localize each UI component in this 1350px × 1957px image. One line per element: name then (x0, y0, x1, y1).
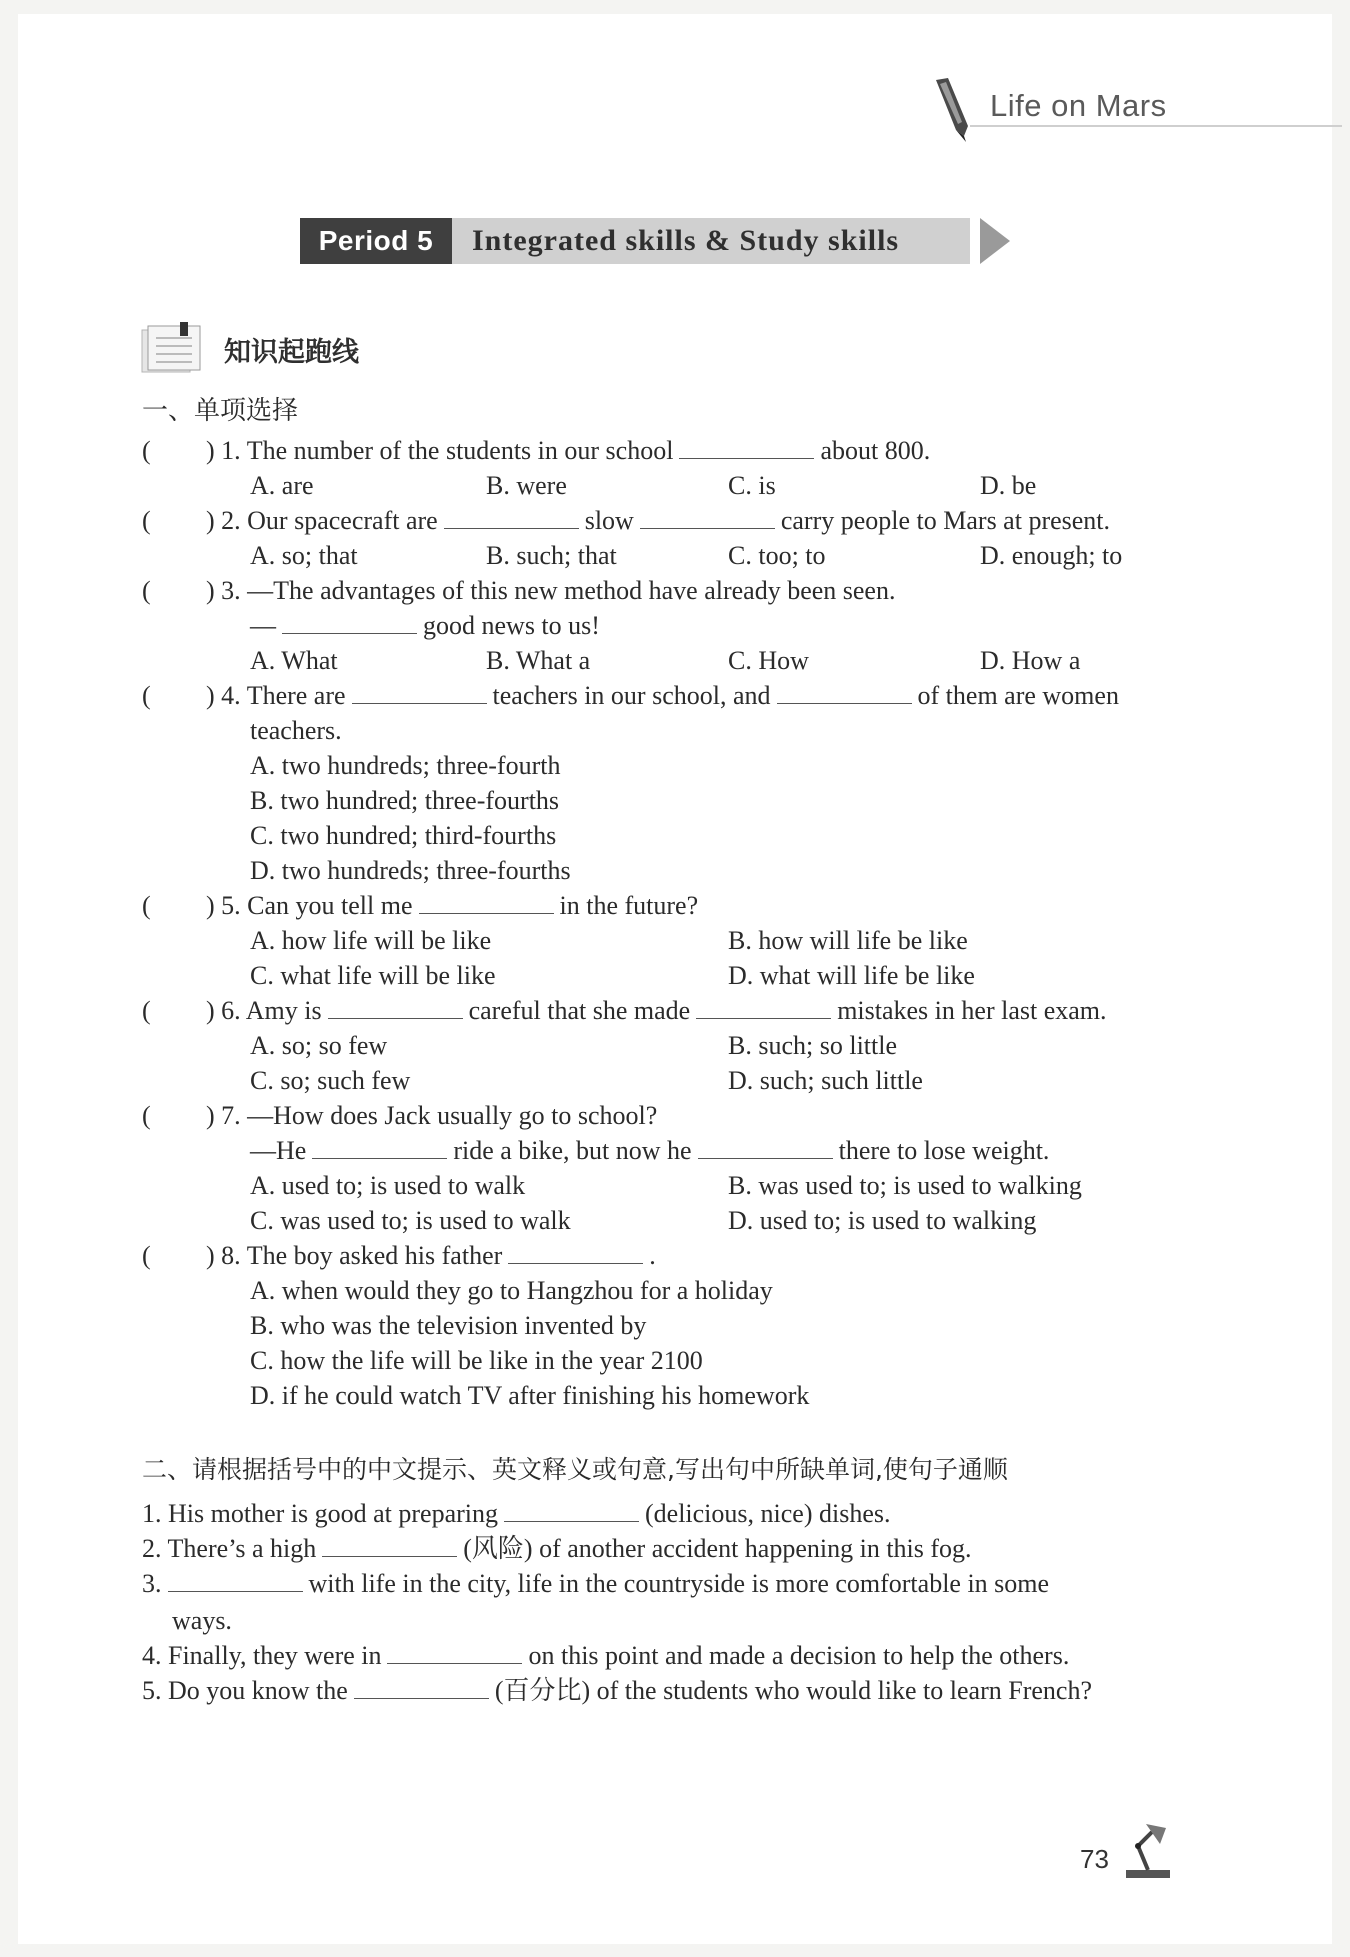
page-number: 73 (1080, 1844, 1109, 1874)
q4-option-d[interactable]: D. two hundreds; three-fourths (250, 856, 571, 885)
s1-blank[interactable] (504, 1499, 639, 1522)
answer-paren[interactable]: ( (142, 506, 151, 535)
period-tag: Period 5 (300, 218, 452, 264)
q7-blank-1[interactable] (312, 1136, 447, 1159)
q6-stem-b: careful that she made (468, 996, 691, 1025)
q2-blank-2[interactable] (640, 506, 775, 529)
q6-option-a[interactable]: A. so; so few (250, 1031, 388, 1060)
sentence-4 (142, 1639, 1069, 1673)
q6-stem-a: ) 6. Amy is (206, 996, 322, 1025)
s2-a: 2. There’s a high (142, 1534, 317, 1563)
q8-stem-b: . (649, 1241, 656, 1270)
q2-blank-1[interactable] (444, 506, 579, 529)
q2-option-a[interactable]: A. so; that (250, 541, 358, 570)
q4-stem-c: of them are women (917, 681, 1119, 710)
q6-blank-2[interactable] (696, 996, 831, 1019)
q7-line2-b: ride a bike, but now he (453, 1136, 692, 1165)
part2-title: 二、请根据括号中的中文提示、英文释义或句意,写出句中所缺单词,使句子通顺 (142, 1455, 1008, 1484)
q1-blank[interactable] (679, 436, 814, 459)
s2-b: (风险) of another accident happening in this fog. (463, 1534, 972, 1563)
s3-b: with life in the city, life in the countryside is more comfortable in some (308, 1569, 1050, 1598)
sentence-1 (142, 1497, 891, 1531)
s3-a: 3. (142, 1569, 162, 1598)
q8-option-a[interactable]: A. when would they go to Hangzhou for a holiday (250, 1276, 773, 1305)
q7-option-c[interactable]: C. was used to; is used to walk (250, 1206, 571, 1235)
q8-option-c[interactable]: C. how the life will be like in the year 2100 (250, 1346, 703, 1375)
q5-stem-a: ) 5. Can you tell me (206, 891, 413, 920)
q7-line2-c: there to lose weight. (838, 1136, 1050, 1165)
s4-blank[interactable] (387, 1641, 522, 1664)
s5-b: (百分比) of the students who would like to learn French? (494, 1676, 1092, 1705)
period-banner (300, 218, 1010, 264)
section-label: 知识起跑线 (224, 337, 359, 368)
notebook-icon (140, 322, 210, 374)
q4-line-2: teachers. (250, 716, 342, 745)
q1-option-b[interactable]: B. were (486, 471, 567, 500)
s4-a: 4. Finally, they were in (142, 1641, 382, 1670)
answer-paren[interactable]: ( (142, 681, 151, 710)
q8-option-b[interactable]: B. who was the television invented by (250, 1311, 647, 1340)
q1-stem-b: about 800. (820, 436, 931, 465)
s2-blank[interactable] (322, 1534, 457, 1557)
q2-stem-b: slow (584, 506, 634, 535)
q3-line2-b: good news to us! (423, 611, 600, 640)
period-name: Integrated skills & Study skills (452, 218, 970, 264)
s3-blank[interactable] (168, 1569, 303, 1592)
desk-lamp-icon (1118, 1820, 1176, 1880)
answer-paren[interactable]: ( (142, 1101, 151, 1130)
q3-stem-a: ) 3. —The advantages of this new method have already been seen. (206, 576, 896, 605)
answer-paren[interactable]: ( (142, 1241, 151, 1270)
s4-b: on this point and made a decision to help the others. (528, 1641, 1070, 1670)
s1-b: (delicious, nice) dishes. (645, 1499, 891, 1528)
q3-option-d[interactable]: D. How a (980, 646, 1081, 675)
q5-option-d[interactable]: D. what will life be like (728, 961, 975, 990)
q5-option-a[interactable]: A. how life will be like (250, 926, 492, 955)
q4-stem-a: ) 4. There are (206, 681, 346, 710)
q6-blank-1[interactable] (328, 996, 463, 1019)
answer-paren[interactable]: ( (142, 576, 151, 605)
s5-a: 5. Do you know the (142, 1676, 348, 1705)
unit-title: Life on Mars (990, 88, 1167, 123)
q8-blank[interactable] (508, 1241, 643, 1264)
q1-option-d[interactable]: D. be (980, 471, 1037, 500)
q2-option-d[interactable]: D. enough; to (980, 541, 1123, 570)
q7-option-a[interactable]: A. used to; is used to walk (250, 1171, 526, 1200)
q2-option-c[interactable]: C. too; to (728, 541, 826, 570)
q7-option-b[interactable]: B. was used to; is used to walking (728, 1171, 1082, 1200)
pen-icon (930, 78, 976, 142)
q3-line-2 (250, 609, 600, 643)
sentence-3 (142, 1567, 1049, 1601)
answer-paren[interactable]: ( (142, 891, 151, 920)
q5-option-c[interactable]: C. what life will be like (250, 961, 496, 990)
q7-line-2 (250, 1134, 1049, 1168)
q6-stem-c: mistakes in her last exam. (837, 996, 1107, 1025)
s5-blank[interactable] (354, 1676, 489, 1699)
q3-line2-a: — (250, 611, 276, 640)
q3-option-c[interactable]: C. How (728, 646, 809, 675)
q4-blank-1[interactable] (352, 681, 487, 704)
q8-stem-a: ) 8. The boy asked his father (206, 1241, 503, 1270)
q1-stem-a: ) 1. The number of the students in our school (206, 436, 674, 465)
q5-stem-b: in the future? (559, 891, 699, 920)
q1-option-a[interactable]: A. are (250, 471, 314, 500)
q2-stem-c: carry people to Mars at present. (780, 506, 1111, 535)
q3-option-a[interactable]: A. What (250, 646, 338, 675)
q2-option-b[interactable]: B. such; that (486, 541, 617, 570)
banner-arrow-icon (980, 218, 1010, 264)
q7-stem-a: ) 7. —How does Jack usually go to school? (206, 1101, 658, 1130)
sentence-5 (142, 1674, 1092, 1708)
q4-option-b[interactable]: B. two hundred; three-fourths (250, 786, 560, 815)
q6-option-c[interactable]: C. so; such few (250, 1066, 411, 1095)
q7-blank-2[interactable] (698, 1136, 833, 1159)
q5-option-b[interactable]: B. how will life be like (728, 926, 968, 955)
q2-stem-a: ) 2. Our spacecraft are (206, 506, 438, 535)
answer-paren[interactable]: ( (142, 996, 151, 1025)
q8-option-d[interactable]: D. if he could watch TV after finishing his homework (250, 1381, 810, 1410)
q4-option-a[interactable]: A. two hundreds; three-fourth (250, 751, 561, 780)
s3-c: ways. (172, 1606, 232, 1635)
sentence-2 (142, 1532, 972, 1566)
unit-header (930, 80, 1330, 130)
answer-paren[interactable]: ( (142, 436, 151, 465)
part1-title: 一、单项选择 (142, 396, 299, 426)
q3-blank[interactable] (282, 611, 417, 634)
q3-option-b[interactable]: B. What a (486, 646, 591, 675)
q6-option-b[interactable]: B. such; so little (728, 1031, 897, 1060)
q6-option-d[interactable]: D. such; such little (728, 1066, 923, 1095)
q4-option-c[interactable]: C. two hundred; third-fourths (250, 821, 557, 850)
q7-option-d[interactable]: D. used to; is used to walking (728, 1206, 1037, 1235)
q5-blank[interactable] (419, 891, 554, 914)
q4-blank-2[interactable] (777, 681, 912, 704)
q1-option-c[interactable]: C. is (728, 471, 776, 500)
q4-stem-b: teachers in our school, and (492, 681, 771, 710)
q7-line2-a: —He (250, 1136, 307, 1165)
s1-a: 1. His mother is good at preparing (142, 1499, 498, 1528)
header-rule (970, 125, 1342, 127)
